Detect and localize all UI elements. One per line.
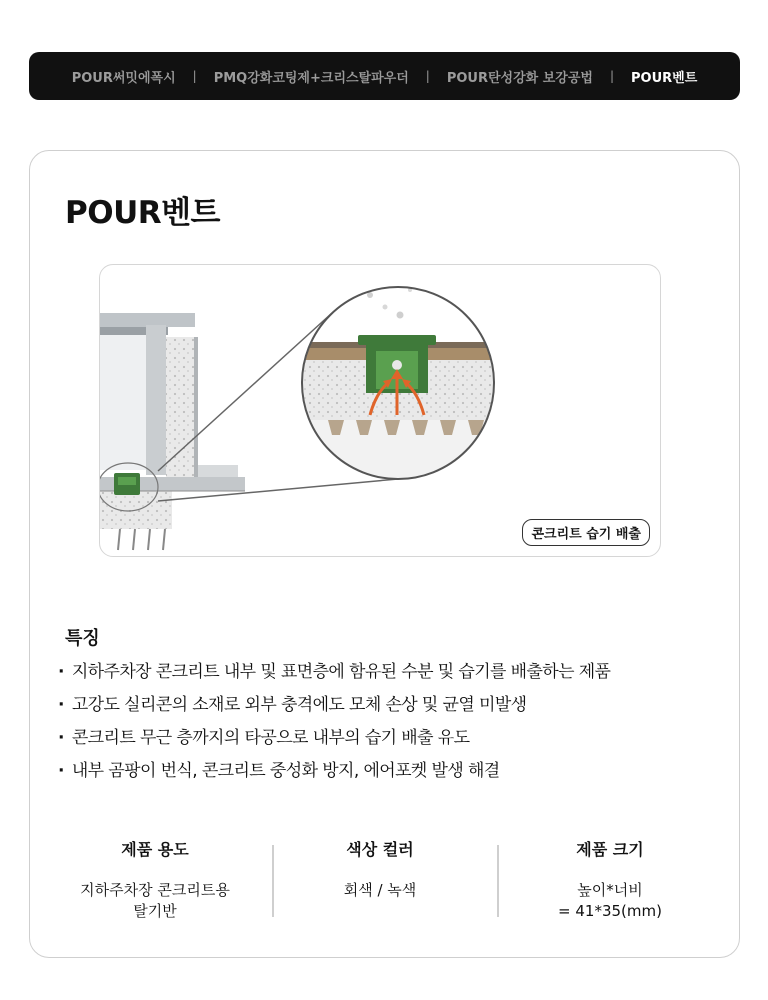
moisture-discharge-badge: 콘크리트 습기 배출 bbox=[522, 519, 650, 546]
features-heading: 특징 bbox=[65, 628, 100, 649]
product-card bbox=[29, 150, 740, 958]
spec-size bbox=[510, 839, 710, 922]
spec-color-label: 색상 컬러 bbox=[346, 840, 414, 859]
nav-item-pmq-coating[interactable]: PMQ강화코팅제+크리스탈파우더 bbox=[213, 70, 409, 86]
spec-usage-value: 지하주차장 콘크리트용 탈기반 bbox=[80, 881, 230, 920]
spec-divider bbox=[272, 845, 274, 917]
spec-color bbox=[280, 839, 480, 901]
spec-color-value: 회색 / 녹색 bbox=[343, 881, 417, 899]
feature-item: · 콘크리트 무근 층까지의 타공으로 내부의 습기 배출 유도 bbox=[58, 722, 610, 755]
spec-usage bbox=[50, 839, 260, 922]
feature-item: · 고강도 실리콘의 소재로 외부 충격에도 모체 손상 및 균열 미발생 bbox=[58, 689, 610, 722]
spec-size-value: 높이*너비 = 41*35(mm) bbox=[558, 881, 662, 920]
magnified-view bbox=[290, 287, 510, 480]
nav-item-elastic-reinforcement[interactable]: POUR탄성강화 보강공법 bbox=[446, 70, 593, 86]
feature-item: · 지하주차장 콘크리트 내부 및 표면층에 함유된 수분 및 습기를 배출하는 제품 bbox=[58, 656, 610, 689]
feature-item: · 내부 곰팡이 번식, 콘크리트 중성화 방지, 에어포켓 발생 해결 bbox=[58, 755, 610, 788]
vent-diagram-illustration bbox=[100, 265, 661, 557]
product-title: POUR벤트 bbox=[65, 195, 221, 231]
nav-item-summit-epoxy[interactable]: POUR써밋에폭시 bbox=[71, 70, 176, 86]
features-list bbox=[58, 656, 610, 788]
nav-item-pour-vent[interactable]: POUR벤트 bbox=[631, 70, 698, 86]
nav-separator: | bbox=[192, 69, 197, 83]
spec-size-label: 제품 크기 bbox=[576, 840, 644, 859]
building-structure bbox=[100, 313, 245, 550]
spec-divider bbox=[497, 845, 499, 917]
spec-usage-label: 제품 용도 bbox=[121, 840, 189, 859]
nav-separator: | bbox=[609, 69, 615, 83]
product-illustration bbox=[99, 264, 661, 557]
top-navigation bbox=[29, 52, 740, 100]
nav-separator: | bbox=[425, 69, 430, 83]
product-specs bbox=[30, 839, 741, 919]
